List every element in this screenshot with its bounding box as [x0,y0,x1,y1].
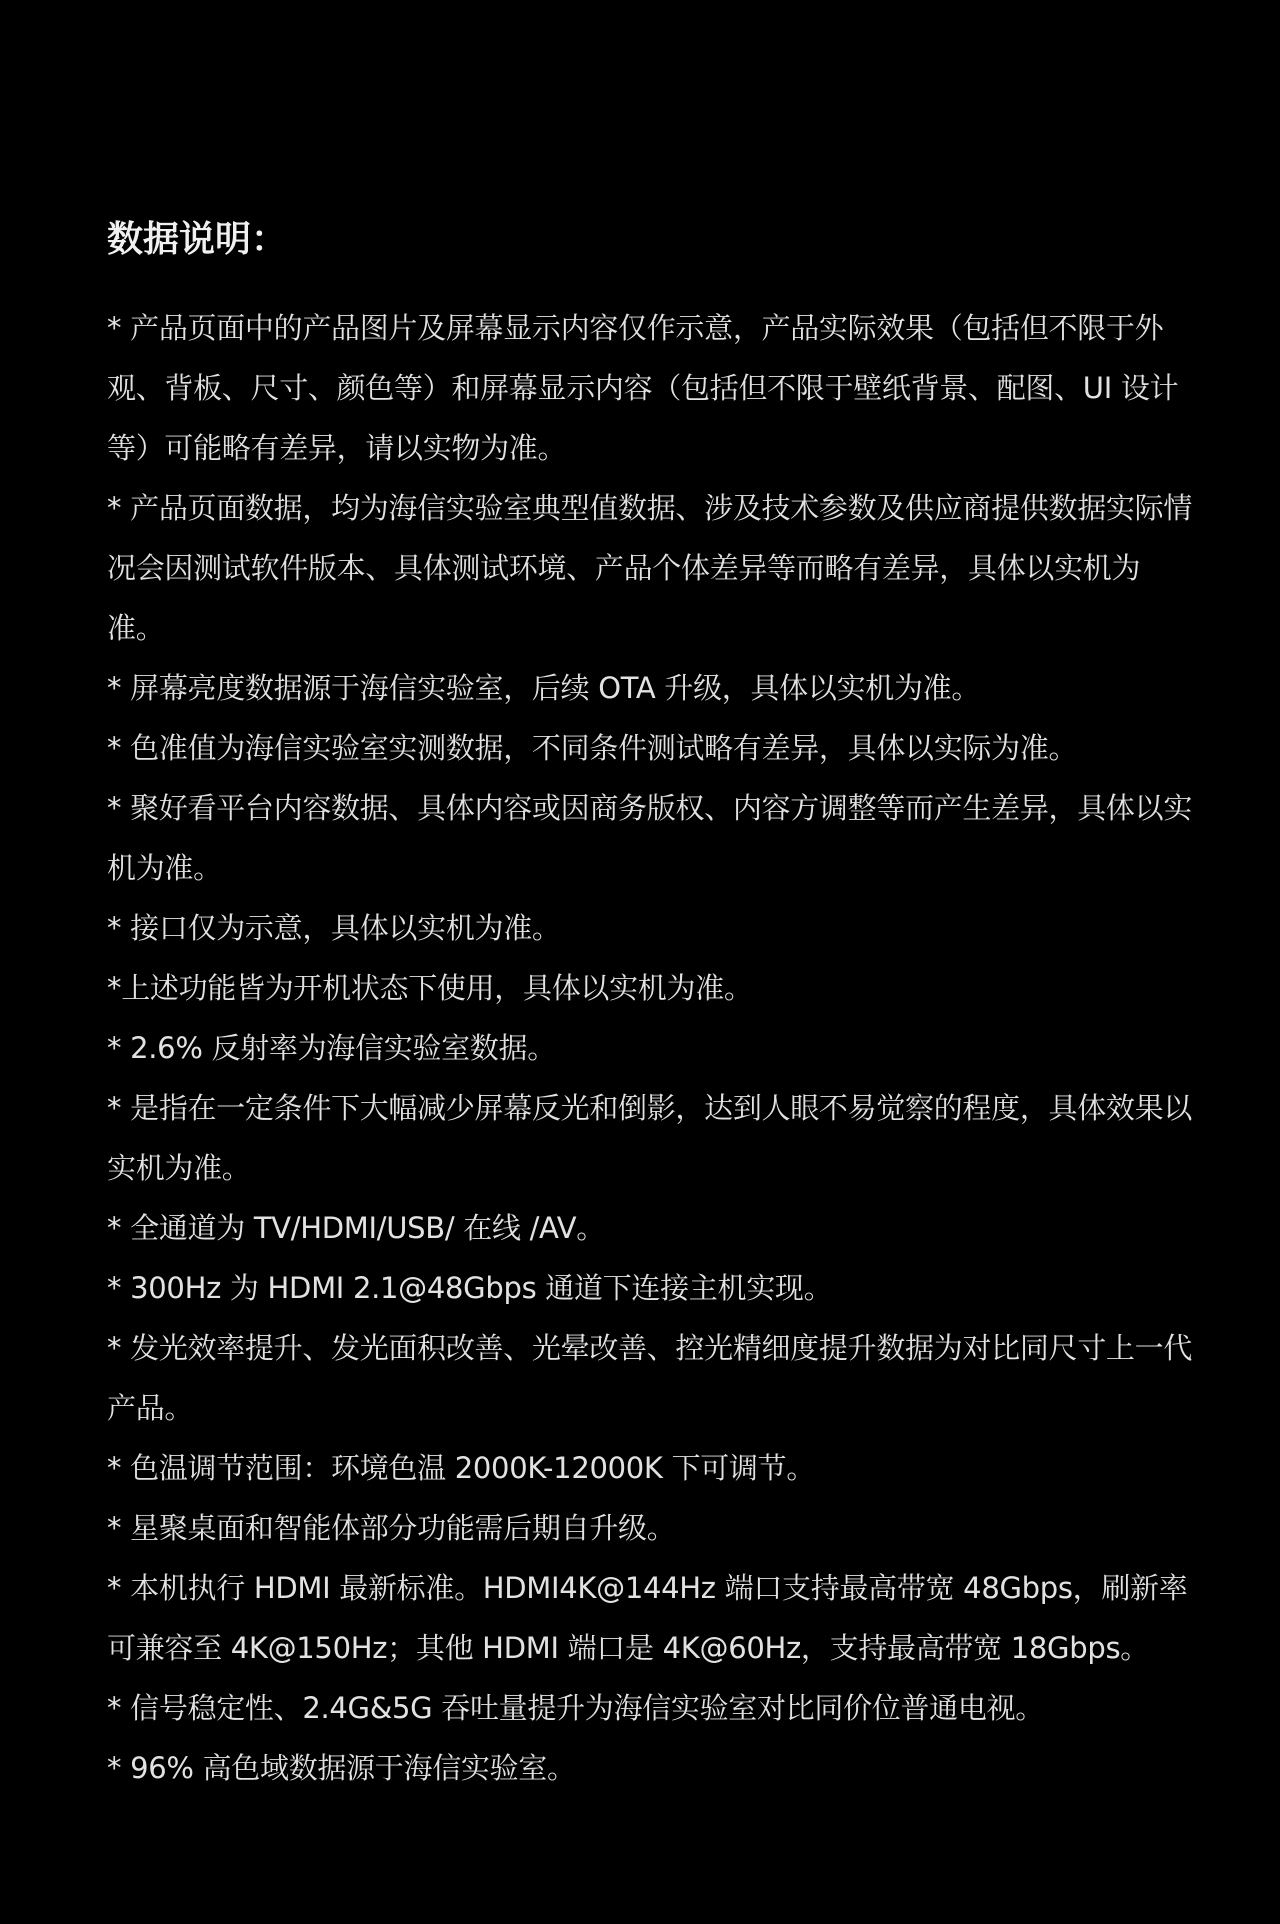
note-item-hdmi-standard: * 本机执行 HDMI 最新标准。HDMI4K@144Hz 端口支持最高带宽 48Gbps，刷新率可兼容至 4K@150Hz；其他 HDMI 端口是 4K@60Hz，支持最高带宽 18Gbps。 [107,1571,1188,1665]
note-item-brightness: * 屏幕亮度数据源于海信实验室，后续 OTA 升级，具体以实机为准。 [107,671,981,705]
note-item-signal-stability: * 信号稳定性、2.4G&5G 吞吐量提升为海信实验室对比同价位普通电视。 [107,1691,1044,1725]
notes-title: 数据说明： [107,219,288,260]
note-item-reflectance: * 2.6% 反射率为海信实验室数据。 [107,1031,556,1065]
data-notes-section [107,210,1197,1798]
note-item-platform-content: * 聚好看平台内容数据、具体内容或因商务版权、内容方调整等而产生差异，具体以实机为准。 [107,791,1193,885]
note-item-product-images: * 产品页面中的产品图片及屏幕显示内容仅作示意，产品实际效果（包括但不限于外观、背板、尺寸、颜色等）和屏幕显示内容（包括但不限于壁纸背景、配图、UI 设计等）可能略有差异，请以实物为准。 [107,311,1179,465]
note-item-color-gamut: * 96% 高色域数据源于海信实验室。 [107,1751,576,1785]
note-item-power-on-features: *上述功能皆为开机状态下使用，具体以实机为准。 [107,971,753,1005]
note-item-color-temperature: * 色温调节范围：环境色温 2000K-12000K 下可调节。 [107,1451,816,1485]
note-item-desktop-agent: * 星聚桌面和智能体部分功能需后期自升级。 [107,1511,676,1545]
note-item-300hz: * 300Hz 为 HDMI 2.1@48Gbps 通道下连接主机实现。 [107,1271,833,1305]
note-item-color-accuracy: * 色准值为海信实验室实测数据，不同条件测试略有差异，具体以实际为准。 [107,731,1078,765]
note-item-luminous-efficiency: * 发光效率提升、发光面积改善、光晕改善、控光精细度提升数据为对比同尺寸上一代产品。 [107,1331,1193,1425]
notes-list [107,298,1197,1798]
note-item-page-data: * 产品页面数据，均为海信实验室典型值数据、涉及技术参数及供应商提供数据实际情况会因测试软件版本、具体测试环境、产品个体差异等而略有差异，具体以实机为准。 [107,491,1193,645]
note-item-ports: * 接口仅为示意，具体以实机为准。 [107,911,561,945]
note-item-anti-glare: * 是指在一定条件下大幅减少屏幕反光和倒影，达到人眼不易觉察的程度，具体效果以实机为准。 [107,1091,1193,1185]
note-item-all-channels: * 全通道为 TV/HDMI/USB/ 在线 /AV。 [107,1211,605,1245]
